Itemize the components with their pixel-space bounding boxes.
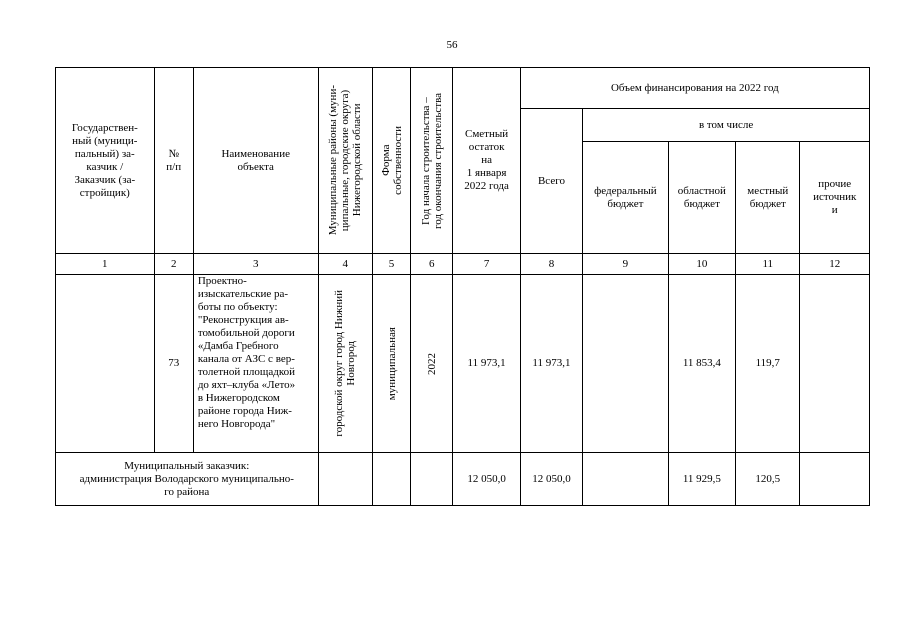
header-object-name: Наименование объекта [193, 68, 318, 254]
column-number: 4 [318, 254, 372, 275]
column-number: 6 [411, 254, 453, 275]
header-regional: областной бюджет [668, 142, 735, 254]
financing-table [55, 67, 870, 506]
header-estimate: Сметный остаток на 1 января 2022 года [453, 68, 520, 254]
row-district-text: городской округ город Нижний Новгород [333, 290, 358, 437]
row-other [800, 275, 870, 453]
summary-regional: 11 929,5 [668, 453, 735, 506]
summary-federal [583, 453, 669, 506]
header-ownership-text: Форма собственности [379, 126, 404, 195]
page-number: 56 [446, 39, 458, 51]
row-number: 73 [154, 275, 193, 453]
row-regional: 11 853,4 [668, 275, 735, 453]
summary-empty-cell [411, 453, 453, 506]
row-ownership [372, 275, 410, 453]
row-ownership-text: муниципальная [385, 326, 398, 401]
summary-empty-cell [318, 453, 372, 506]
row-estimate: 11 973,1 [453, 275, 520, 453]
summary-local: 120,5 [736, 453, 800, 506]
header-districts [318, 68, 372, 254]
column-number: 7 [453, 254, 520, 275]
header-local: местный бюджет [736, 142, 800, 254]
header-years-text: Год начала строительства – год окончания строительства [419, 92, 444, 229]
header-other: прочие источник и [800, 142, 870, 254]
row-local: 119,7 [736, 275, 800, 453]
summary-total: 12 050,0 [520, 453, 582, 506]
table-row [56, 275, 870, 453]
header-number: № п/п [154, 68, 193, 254]
row-year [411, 275, 453, 453]
row-object-name: Проектно- изыскательские ра- боты по объекту: "Реконструкция ав- томобильной дороги «Дамба Гребного канала от АЗС с вер- толетной площадкой до яхт–клуба «Лето» в Нижегородском районе города Ниж- него Новгорода" [193, 275, 318, 453]
column-numbers-row [56, 254, 870, 275]
summary-label: Муниципальный заказчик: администрация Володарского муниципально- го района [56, 453, 319, 506]
header-including: в том числе [583, 109, 870, 142]
column-number: 1 [56, 254, 155, 275]
column-number: 10 [668, 254, 735, 275]
summary-empty-cell [372, 453, 410, 506]
summary-other [800, 453, 870, 506]
column-number: 3 [193, 254, 318, 275]
header-years [411, 68, 453, 254]
row-district [318, 275, 372, 453]
column-number: 2 [154, 254, 193, 275]
row-customer [56, 275, 155, 453]
column-number: 9 [583, 254, 669, 275]
column-number: 11 [736, 254, 800, 275]
row-federal [583, 275, 669, 453]
column-number: 8 [520, 254, 582, 275]
row-year-text: 2022 [425, 352, 438, 375]
column-number: 12 [800, 254, 870, 275]
column-number: 5 [372, 254, 410, 275]
header-customer: Государствен- ный (муници- пальный) за- казчик / Заказчик (за- стройщик) [56, 68, 155, 254]
header-federal: федеральный бюджет [583, 142, 669, 254]
summary-estimate: 12 050,0 [453, 453, 520, 506]
header-financing: Объем финансирования на 2022 год [520, 68, 869, 109]
row-total: 11 973,1 [520, 275, 582, 453]
summary-row [56, 453, 870, 506]
header-total: Всего [520, 109, 582, 254]
header-ownership [372, 68, 410, 254]
header-districts-text: Муниципальные районы (муни- ципальные, городские округа) Нижегородской области [327, 85, 364, 236]
